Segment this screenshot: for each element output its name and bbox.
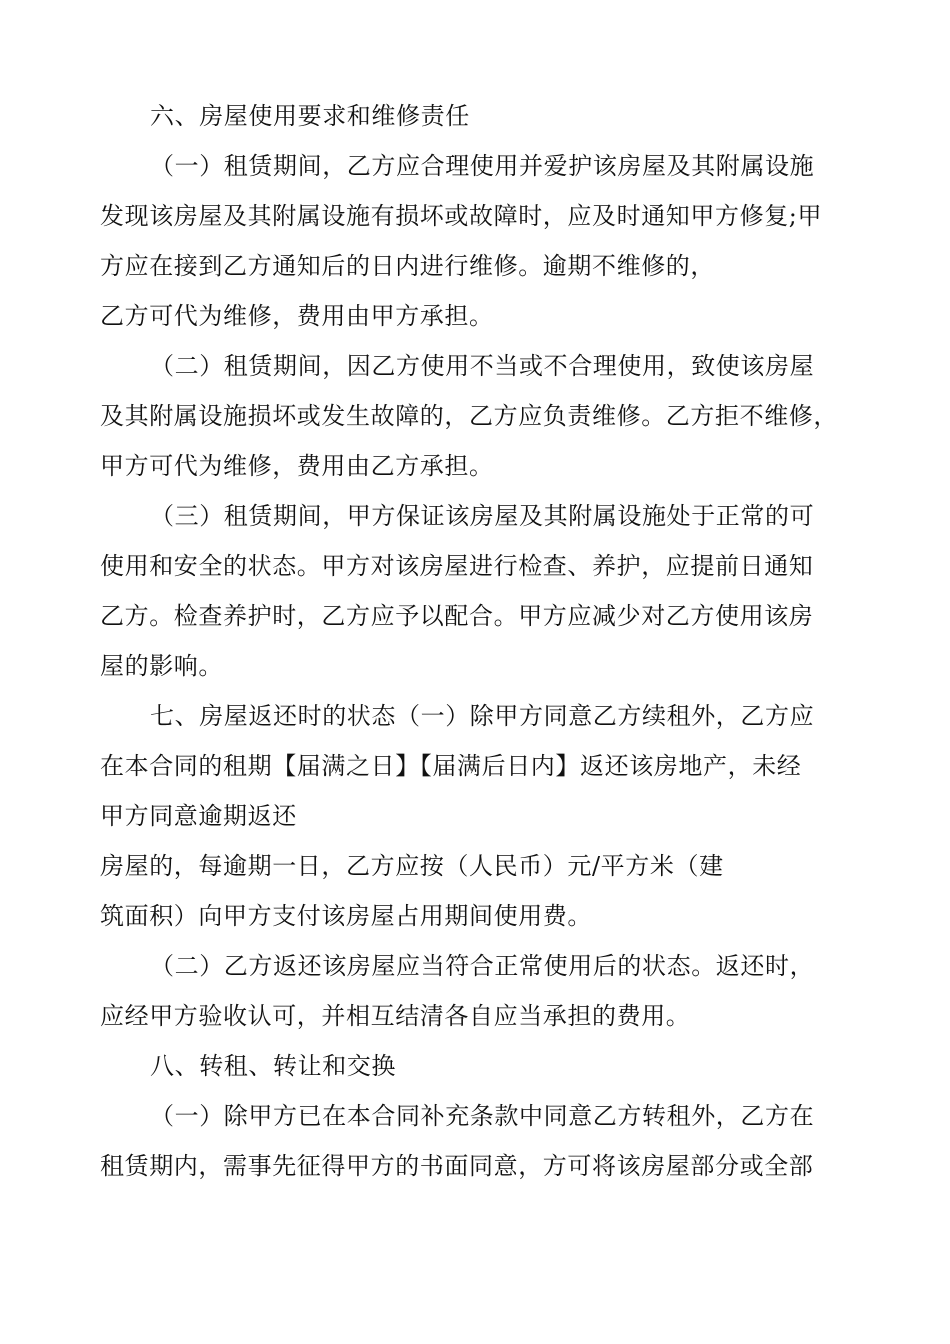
- paragraph-line: 租赁期内，需事先征得甲方的书面同意，方可将该房屋部分或全部: [100, 1152, 814, 1180]
- paragraph-line: 乙方。检查养护时，乙方应予以配合。甲方应减少对乙方使用该房: [100, 602, 814, 630]
- paragraph-line: （一）除甲方已在本合同补充条款中同意乙方转租外，乙方在: [150, 1102, 815, 1130]
- paragraph-line: 房屋的，每逾期一日，乙方应按（人民币）元/平方米（建: [100, 852, 724, 880]
- paragraph-line: （三）租赁期间，甲方保证该房屋及其附属设施处于正常的可: [150, 502, 815, 530]
- paragraph-line: 屋的影响。: [100, 652, 223, 680]
- paragraph-line: 筑面积）向甲方支付该房屋占用期间使用费。: [100, 902, 592, 930]
- paragraph-line: （一）租赁期间，乙方应合理使用并爱护该房屋及其附属设施: [150, 152, 815, 180]
- paragraph-line: 乙方可代为维修，费用由甲方承担。: [100, 302, 494, 330]
- section-heading-7: 七、房屋返还时的状态（一）除甲方同意乙方续租外，乙方应: [150, 702, 815, 730]
- paragraph-line: 在本合同的租期【届满之日】【届满后日内】返还该房地产，未经: [100, 752, 802, 780]
- paragraph-line: （二）租赁期间，因乙方使用不当或不合理使用，致使该房屋: [150, 352, 815, 380]
- paragraph-line: 方应在接到乙方通知后的日内进行维修。逾期不维修的，: [100, 252, 715, 280]
- paragraph-line: 甲方可代为维修，费用由乙方承担。: [100, 452, 494, 480]
- paragraph-line: 使用和安全的状态。甲方对该房屋进行检查、养护，应提前日通知: [100, 552, 814, 580]
- paragraph-line: 及其附属设施损坏或发生故障的，乙方应负责维修。乙方拒不维修，: [100, 402, 838, 430]
- paragraph-line: 甲方同意逾期返还: [100, 802, 297, 830]
- section-heading-6: 六、房屋使用要求和维修责任: [150, 102, 470, 130]
- paragraph-line: （二）乙方返还该房屋应当符合正常使用后的状态。返还时，: [150, 952, 815, 980]
- paragraph-line: 发现该房屋及其附属设施有损坏或故障时，应及时通知甲方修复;甲: [100, 202, 823, 230]
- section-heading-8: 八、转租、转让和交换: [150, 1052, 396, 1080]
- paragraph-line: 应经甲方验收认可，并相互结清各自应当承担的费用。: [100, 1002, 691, 1030]
